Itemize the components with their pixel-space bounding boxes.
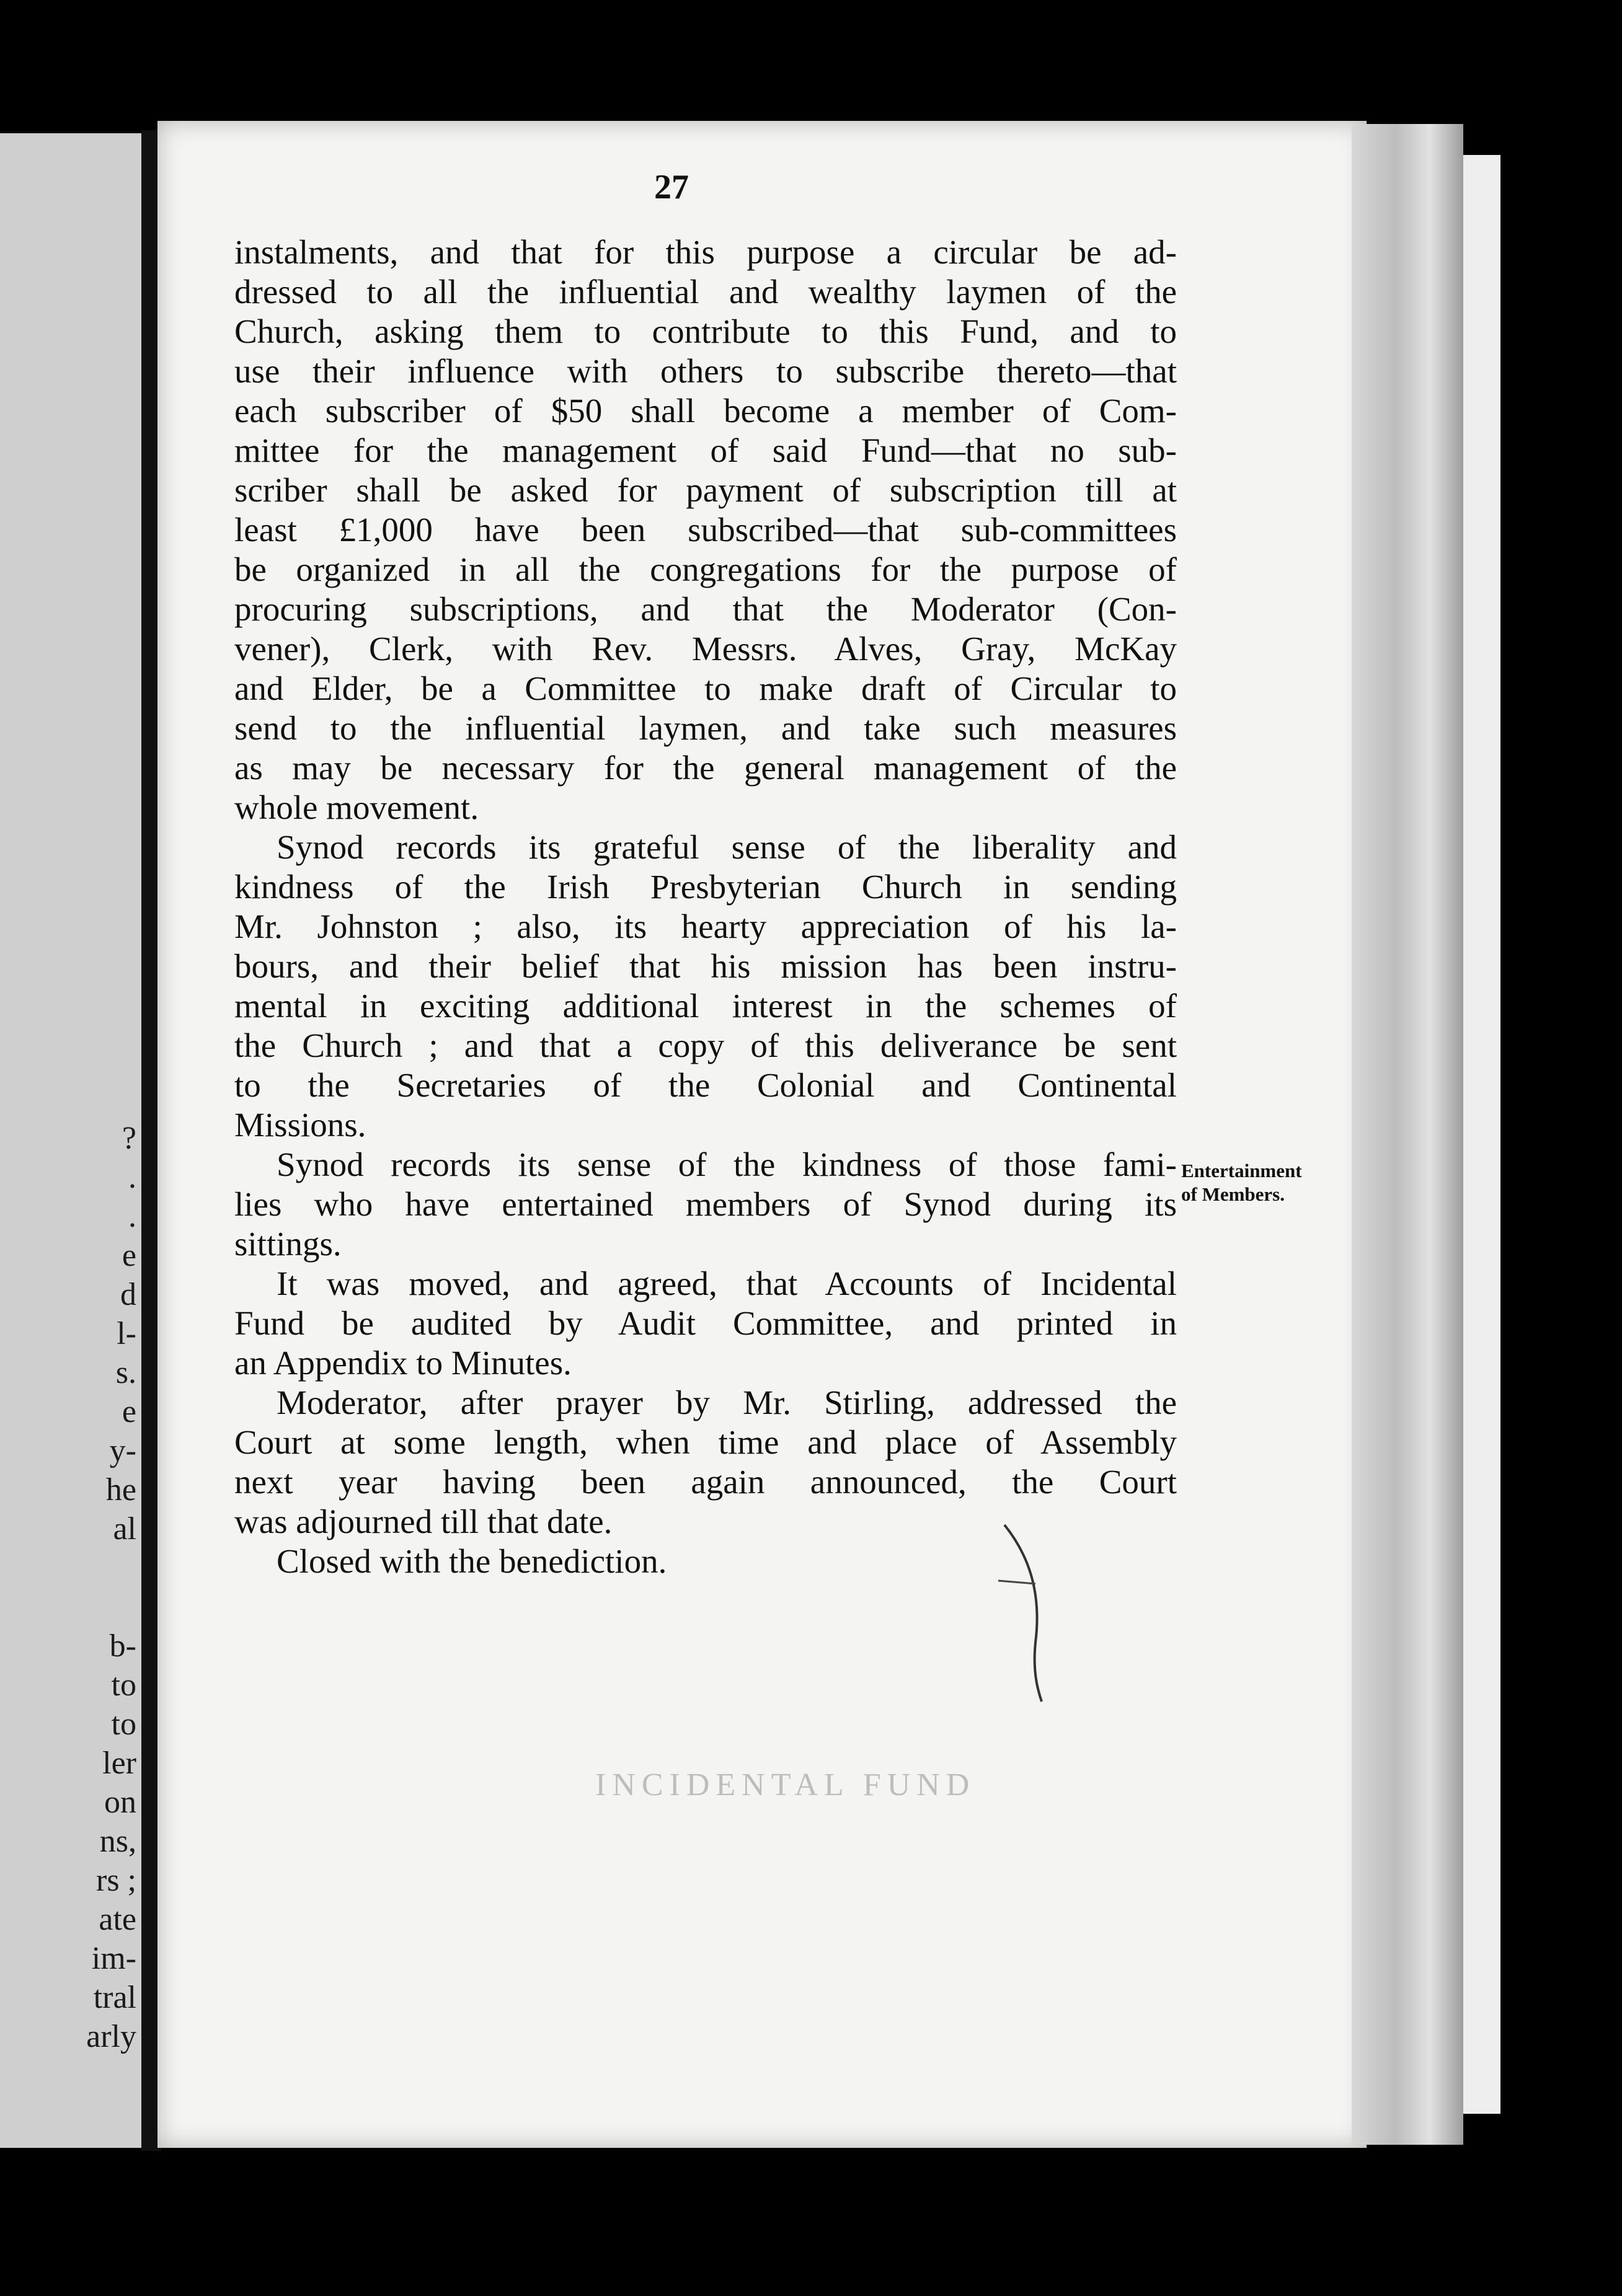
text-line: send to the influential laymen, and take such measures <box>234 709 1177 747</box>
text-line: be organized in all the congregations for the purpose of <box>234 550 1177 588</box>
left-fragment: ler <box>102 1746 136 1781</box>
text-line: scriber shall be asked for payment of subscription till at <box>234 471 1177 509</box>
left-fragment: he <box>105 1472 136 1508</box>
text-line: dressed to all the influential and wealthy laymen of the <box>234 273 1177 311</box>
margin-note <box>1181 1159 1355 1206</box>
left-fragment: on <box>104 1785 136 1820</box>
margin-note-line: Entertainment <box>1181 1160 1302 1181</box>
text-line: vener), Clerk, with Rev. Messrs. Alves, Gray, McKay <box>234 630 1177 668</box>
text-line: mittee for the management of said Fund—that no sub- <box>234 431 1177 469</box>
text-line: instalments, and that for this purpose a circular be ad- <box>234 233 1177 271</box>
text-line: procuring subscriptions, and that the Moderator (Con- <box>234 590 1177 628</box>
text-line: Mr. Johnston ; also, its hearty appreciation of his la- <box>234 907 1177 945</box>
text-line: Court at some length, when time and place of Assembly <box>234 1423 1177 1461</box>
bleed-through-text: INCIDENTAL FUND <box>595 1767 976 1803</box>
text-line: the Church ; and that a copy of this deliverance be sent <box>234 1027 1177 1064</box>
text-line: Church, asking them to contribute to this Fund, and to <box>234 312 1177 350</box>
text-line: Synod records its grateful sense of the liberality and <box>277 828 1177 866</box>
left-fragment: b- <box>109 1628 136 1664</box>
left-fragment <box>0 1548 136 1587</box>
right-page-edge-strip <box>1463 155 1500 2114</box>
text-line: kindness of the Irish Presbyterian Church in sending <box>234 868 1177 906</box>
page-number: 27 <box>654 168 689 206</box>
text-line: Synod records its sense of the kindness of those fami- <box>277 1146 1177 1183</box>
left-fragment: l- <box>117 1316 136 1351</box>
left-fragment: to <box>111 1707 136 1742</box>
text-line: next year having been again announced, the Court <box>234 1463 1177 1501</box>
right-page-edges <box>1352 124 1463 2145</box>
left-fragment: . <box>128 1160 136 1195</box>
left-fragment: ate <box>99 1902 136 1937</box>
text-line: was adjourned till that date. <box>234 1503 613 1540</box>
text-line: Missions. <box>234 1106 366 1144</box>
left-fragment: arly <box>86 2019 136 2054</box>
body-text <box>234 232 1177 1581</box>
left-fragment <box>0 1587 136 1627</box>
margin-note-line: of Members. <box>1181 1183 1285 1205</box>
left-fragment: ? <box>122 1121 136 1156</box>
text-line: use their influence with others to subscribe thereto—that <box>234 352 1177 390</box>
text-line: lies who have entertained members of Synod during its <box>234 1185 1177 1223</box>
text-line: least £1,000 have been subscribed—that sub-committees <box>234 511 1177 549</box>
text-line: as may be necessary for the general management of the <box>234 749 1177 787</box>
left-fragment: d <box>120 1277 136 1312</box>
left-fragment: ns, <box>99 1824 136 1859</box>
text-line: an Appendix to Minutes. <box>234 1344 572 1382</box>
text-line: mental in exciting additional interest in the schemes of <box>234 987 1177 1025</box>
text-line: Fund be audited by Audit Committee, and printed in <box>234 1304 1177 1342</box>
text-line: and Elder, be a Committee to make draft of Circular to <box>234 669 1177 707</box>
text-line: each subscriber of $50 shall become a member of Com- <box>234 392 1177 430</box>
text-line: It was moved, and agreed, that Accounts of Incidental <box>277 1265 1177 1302</box>
left-fragment: s. <box>115 1355 136 1390</box>
text-line: to the Secretaries of the Colonial and Continental <box>234 1066 1177 1104</box>
pencil-bracket-mark <box>992 1519 1066 1705</box>
left-fragment: al <box>113 1511 136 1547</box>
left-page-edge <box>0 133 141 2148</box>
left-fragment: . <box>128 1199 136 1234</box>
left-fragment: to <box>111 1667 136 1703</box>
left-fragment: tral <box>93 1980 136 2015</box>
left-fragment: im- <box>91 1941 136 1976</box>
left-page-fragments <box>0 1119 136 2056</box>
left-fragment: e <box>122 1238 136 1273</box>
text-line: sittings. <box>234 1225 342 1263</box>
left-fragment: y- <box>109 1433 136 1468</box>
text-line: Moderator, after prayer by Mr. Stirling, addressed the <box>277 1384 1177 1421</box>
text-line: whole movement. <box>234 788 479 826</box>
text-line: bours, and their belief that his mission has been instru- <box>234 947 1177 985</box>
text-line: Closed with the benediction. <box>277 1542 667 1580</box>
left-fragment: rs ; <box>96 1863 136 1898</box>
left-fragment: e <box>122 1394 136 1429</box>
